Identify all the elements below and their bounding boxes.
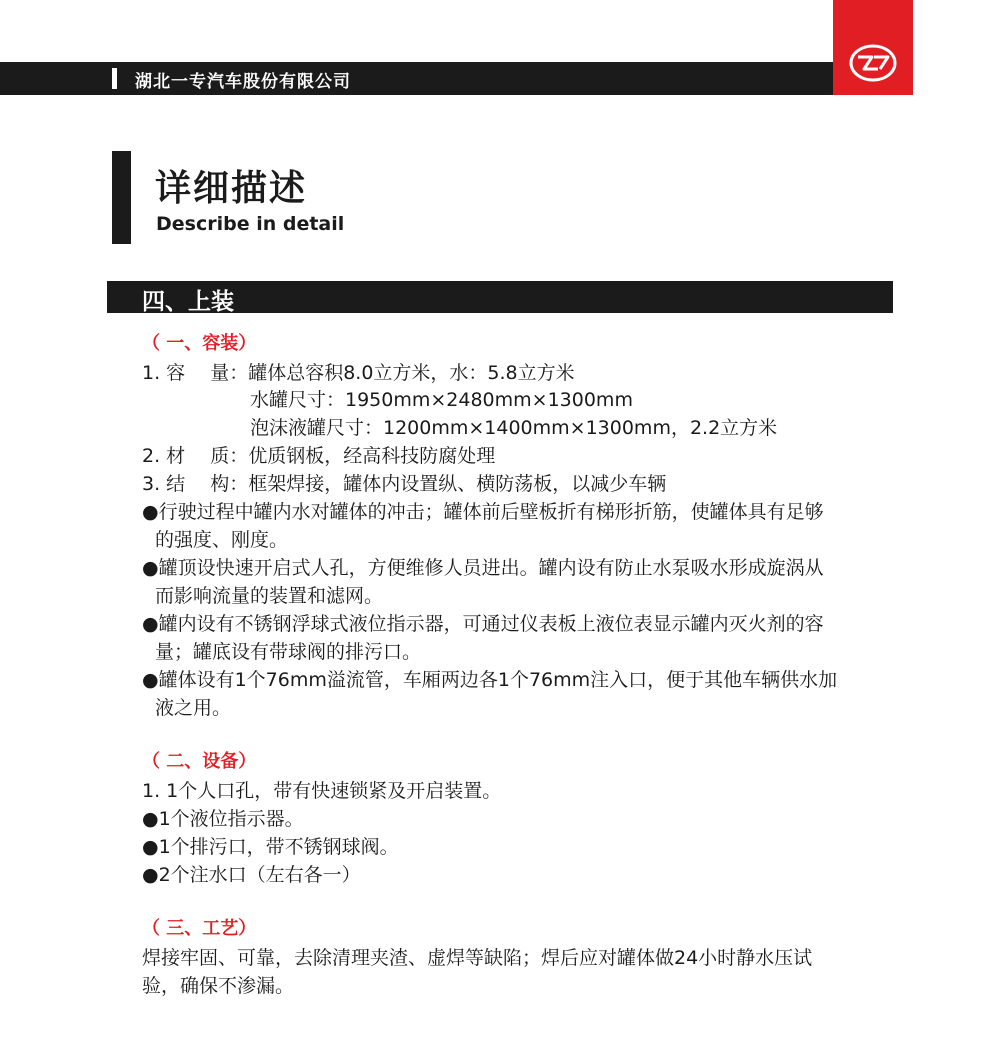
process-line: 焊接牢固、可靠，去除清理夹渣、虚焊等缺陷；焊后应对罐体做24小时静水压试: [142, 947, 813, 969]
container-line: 量；罐底设有带球阀的排污口。: [155, 641, 422, 663]
company-logo-icon: [848, 43, 898, 83]
container-line: 泡沫液罐尺寸：1200mm×1400mm×1300mm，2.2立方米: [250, 417, 778, 439]
section-header-bar: [107, 281, 893, 313]
company-name: 湖北一专汽车股份有限公司: [135, 72, 351, 92]
container-line: 2. 材 质：优质钢板，经高科技防腐处理: [142, 445, 496, 467]
container-line: 而影响流量的装置和滤网。: [155, 585, 384, 607]
title-accent-bar: [112, 151, 131, 244]
header-bar: [0, 62, 833, 95]
container-line: 水罐尺寸：1950mm×2480mm×1300mm: [250, 389, 633, 411]
container-line: ●罐体设有1个76mm溢流管，车厢两边各1个76mm注入口，便于其他车辆供水加: [142, 669, 838, 691]
header-divider: [112, 68, 117, 89]
container-line: 1. 容 量：罐体总容积8.0立方米，水：5.8立方米: [142, 362, 575, 384]
container-line: ●行驶过程中罐内水对罐体的冲击；罐体前后壁板折有梯形折筋，使罐体具有足够: [142, 501, 824, 523]
container-line: 的强度、刚度。: [155, 529, 289, 551]
equipment-line: ●1个排污口，带不锈钢球阀。: [142, 836, 399, 858]
logo-block: [833, 0, 913, 95]
process-heading: （ 三、工艺）: [142, 918, 257, 939]
container-line: 3. 结 构：框架焊接，罐体内设置纵、横防荡板，以减少车辆: [142, 473, 667, 495]
container-line: ●罐顶设快速开启式人孔，方便维修人员进出。罐内设有防止水泵吸水形成旋涡从: [142, 557, 824, 579]
page-subtitle: Describe in detail: [156, 213, 345, 235]
equipment-line: ●2个注水口（左右各一）: [142, 864, 361, 886]
page-title: 详细描述: [155, 168, 308, 209]
container-heading: （ 一、容装）: [142, 333, 257, 354]
equipment-line: ●1个液位指示器。: [142, 808, 304, 830]
container-line: 液之用。: [155, 697, 232, 719]
equipment-heading: （ 二、设备）: [142, 751, 257, 772]
equipment-line: 1. 1个人口孔，带有快速锁紧及开启装置。: [142, 780, 502, 802]
container-line: ●罐内设有不锈钢浮球式液位指示器，可通过仪表板上液位表显示罐内灭火剂的容: [142, 613, 824, 635]
process-line: 验，确保不渗漏。: [142, 975, 295, 997]
section-title: 四、上装: [142, 289, 234, 315]
